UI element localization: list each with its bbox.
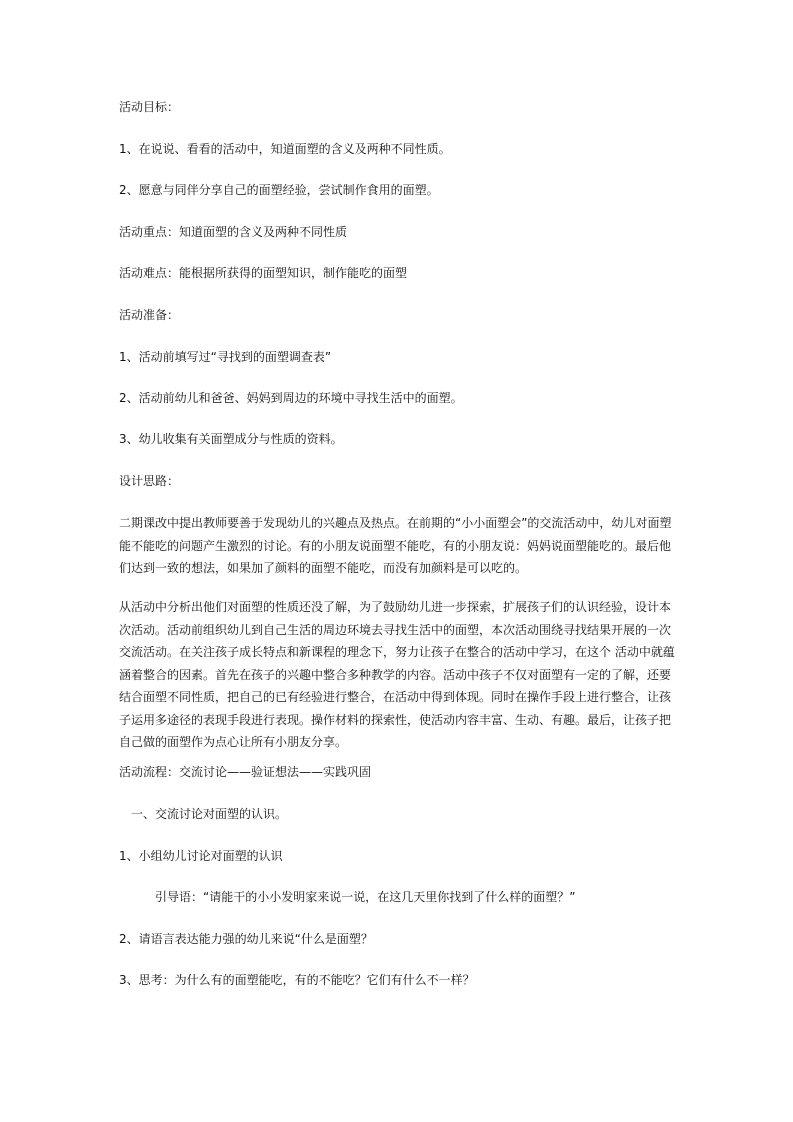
design-paragraph-1-line: 们达到一致的想法，如果加了颜料的面塑不能吃，而没有加颜料是可以吃的。 [119,561,528,575]
prep-item-2: 2、活动前幼儿和爸爸、妈妈到周边的环境中寻找生活中的面塑。 [119,391,463,405]
activity-difficulty: 活动难点：能根据所获得的面塑知识，制作能吃的面塑 [119,266,408,280]
prep-item-3: 3、幼儿收集有关面塑成分与性质的资料。 [119,432,343,446]
guide-prompt: 引导语：“请能干的小小发明家来说一说，在这几天里你找到了什么样的面塑？” [155,890,576,904]
heading-design-idea: 设计思路： [119,474,180,488]
activity-key-point: 活动重点：知道面塑的含义及两种不同性质 [119,225,348,239]
heading-activity-goal: 活动目标： [119,100,180,114]
design-paragraph-2-line: 次活动。活动前组织幼儿到自己生活的周边环境去寻找生活中的面塑，本次活动围绕寻找结果开展的一次 [119,622,672,637]
design-paragraph-2-line: 涵着整合的因素。首先在孩子的兴趣中整合多种教学的内容。活动中孩子不仅对面塑有一定的了解，还要 [119,667,672,682]
design-paragraph-2-line: 子运用多途径的表现手段进行表现。操作材料的探索性，使活动内容丰富、生动、有趣。最后，让孩子把 [119,712,672,727]
section-heading-1: 一、交流讨论对面塑的认识。 [131,807,288,821]
prep-item-1: 1、活动前填写过“寻找到的面塑调查表” [119,350,332,364]
step-item-1: 1、小组幼儿讨论对面塑的认识 [119,849,283,863]
heading-activity-preparation: 活动准备： [119,308,180,322]
design-paragraph-2-line: 结合面塑不同性质，把自己的已有经验进行整合，在活动中得到体现。同时在操作手段上进行整合，让孩 [119,690,672,704]
activity-flow: 活动流程：交流讨论——验证想法——实践巩固 [119,765,372,779]
design-paragraph-1-line: 能不能吃的问题产生激烈的讨论。有的小朋友说面塑不能吃，有的小朋友说：妈妈说面塑能吃的。最后他 [119,538,672,553]
design-paragraph-1 [119,512,679,580]
design-paragraph-2-line: 从活动中分析出他们对面塑的性质还没了解，为了鼓励幼儿进一步探索，扩展孩子们的认识经验，设计本 [119,600,672,614]
goal-item-1: 1、在说说、看看的活动中，知道面塑的含义及两种不同性质。 [119,142,451,156]
design-paragraph-2 [119,596,679,754]
design-paragraph-2-line: 自己做的面塑作为点心让所有小朋友分享。 [119,735,348,749]
design-paragraph-1-line: 二期课改中提出教师要善于发现幼儿的兴趣点及热点。在前期的“小小面塑会”的交流活动中，幼儿对面塑 [119,516,672,530]
goal-item-2: 2、愿意与同伴分享自己的面塑经验，尝试制作食用的面塑。 [119,183,439,197]
step-item-3: 3、思考：为什么有的面塑能吃，有的不能吃？它们有什么不一样？ [119,973,475,987]
design-paragraph-2-line: 交流活动。在关注孩子成长特点和新课程的理念下，努力让孩子在整合的活动中学习，在这个 活动中就蕴 [119,645,675,659]
step-item-2: 2、请语言表达能力强的幼儿来说“什么是面塑？ [119,932,373,946]
